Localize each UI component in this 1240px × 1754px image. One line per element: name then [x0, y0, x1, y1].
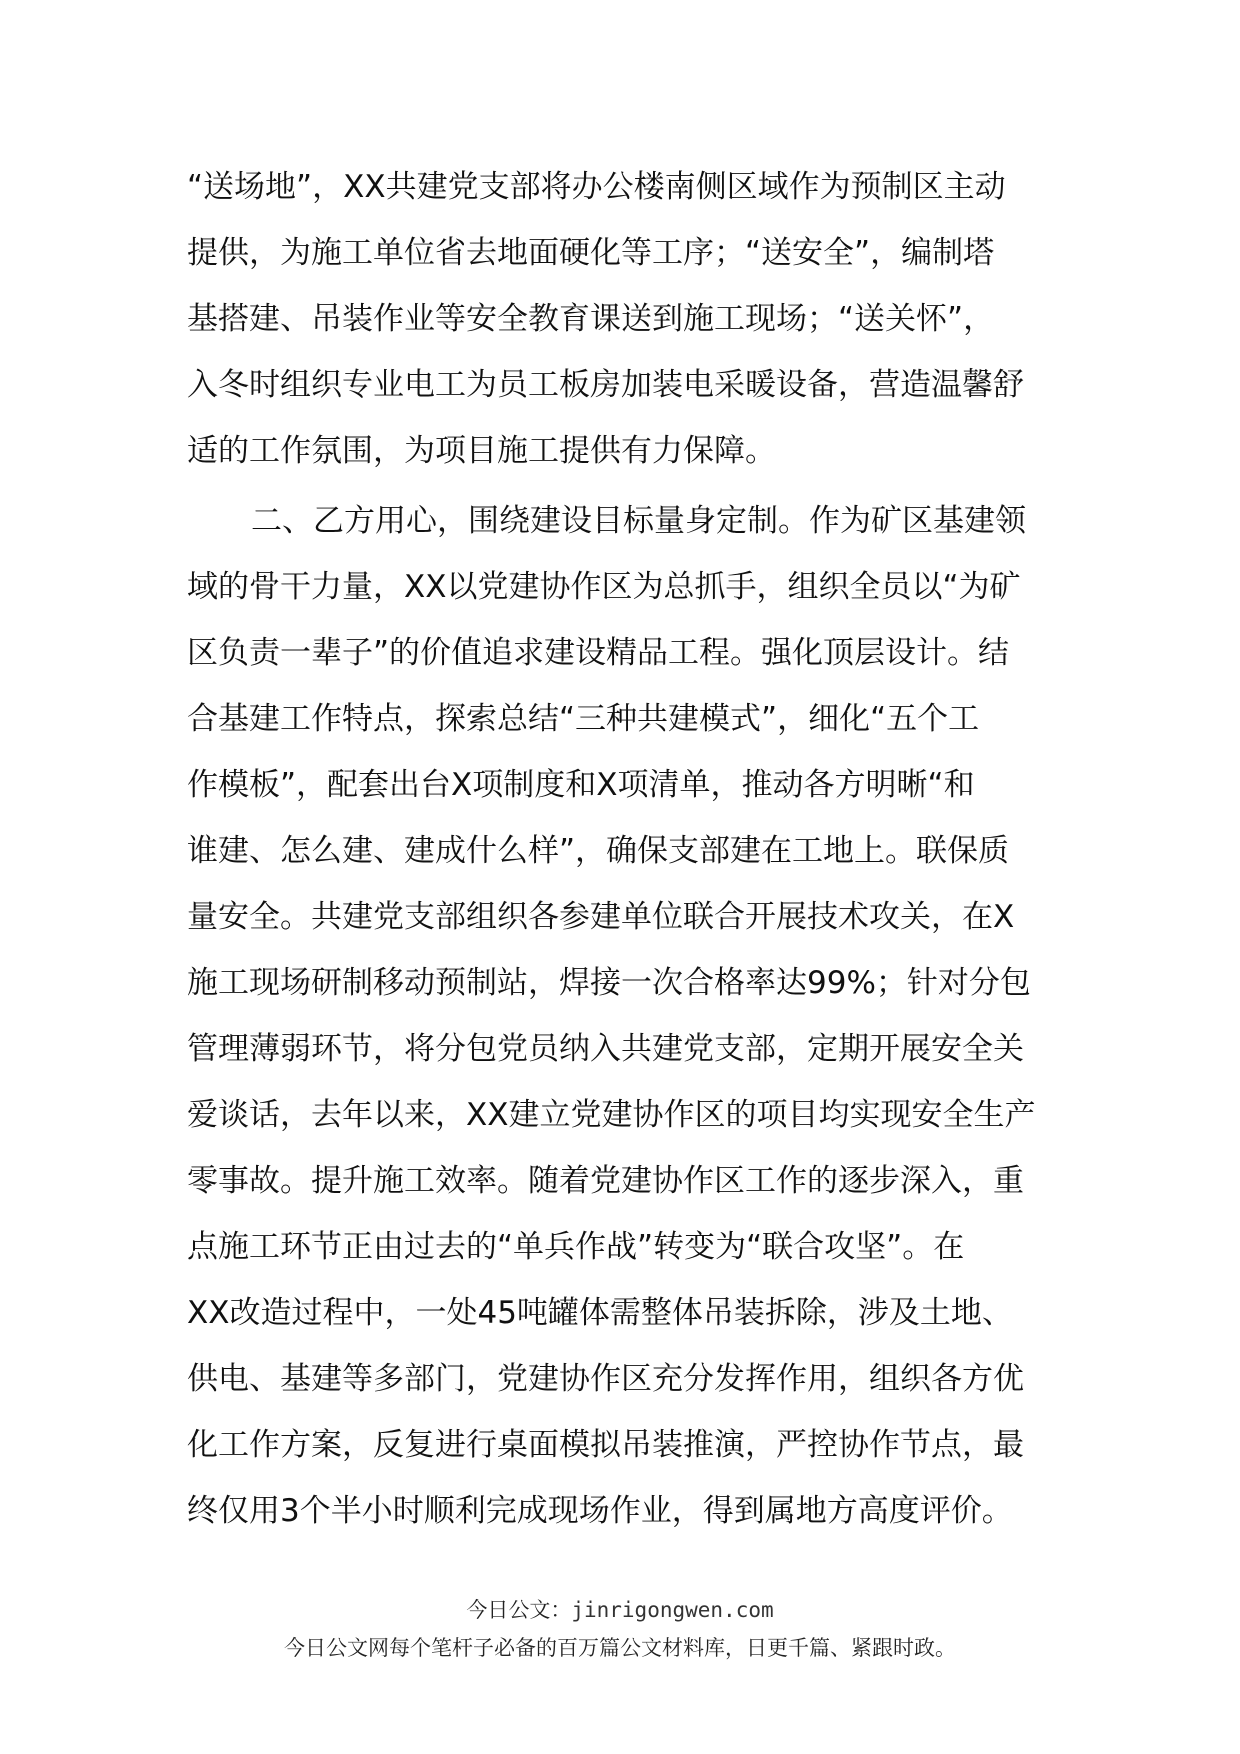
footer-site-line — [0, 1595, 1240, 1625]
text-line: 适的工作氛围，为项目施工提供有力保障。 — [187, 433, 776, 469]
text-line: 合基建工作特点，探索总结“三种共建模式”，细化“五个工 — [187, 701, 980, 737]
footer-site-label: 今日公文： — [466, 1598, 572, 1622]
text-line: 终仅用3个半小时顺利完成现场作业，得到属地方高度评价。 — [187, 1493, 1013, 1529]
text-line: 作模板”，配套出台X项制度和X项清单，推动各方明晰“和 — [187, 767, 975, 803]
text-line: 区负责一辈子”的价值追求建设精品工程。强化顶层设计。结 — [187, 635, 1010, 671]
text-line: 基搭建、吊装作业等安全教育课送到施工现场；“送关怀”， — [187, 301, 995, 337]
text-line: “送场地”，XX共建党支部将办公楼南侧区域作为预制区主动 — [187, 169, 1006, 205]
text-line: 管理薄弱环节，将分包党员纳入共建党支部，定期开展安全关 — [187, 1031, 1024, 1067]
text-line: 零事故。提升施工效率。随着党建协作区工作的逐步深入，重 — [187, 1163, 1024, 1199]
text-line: 爱谈话，去年以来，XX建立党建协作区的项目均实现安全生产 — [187, 1097, 1036, 1133]
text-line: XX改造过程中，一处45吨罐体需整体吊装拆除，涉及土地、 — [187, 1295, 1013, 1331]
text-line: 化工作方案，反复进行桌面模拟吊装推演，严控协作节点，最 — [187, 1427, 1024, 1463]
text-line: 施工现场研制移动预制站，焊接一次合格率达99%；针对分包 — [187, 965, 1031, 1001]
text-line: 提供，为施工单位省去地面硬化等工序；“送安全”，编制塔 — [187, 235, 995, 271]
footer-site-url-link[interactable]: jinrigongwen.com — [571, 1598, 774, 1622]
document-body — [187, 154, 1057, 1544]
text-line: 谁建、怎么建、建成什么样”，确保支部建在工地上。联保质 — [187, 833, 1010, 869]
section-heading-line: 二、乙方用心，围绕建设目标量身定制。作为矿区基建领 — [251, 503, 1026, 539]
footer-tagline: 今日公文网每个笔杆子必备的百万篇公文材料库，日更千篇、紧跟时政。 — [284, 1636, 956, 1660]
text-line: 供电、基建等多部门，党建协作区充分发挥作用，组织各方优 — [187, 1361, 1024, 1397]
text-line: 域的骨干力量，XX以党建协作区为总抓手，组织全员以“为矿 — [187, 569, 1021, 605]
text-line: 点施工环节正由过去的“单兵作战”转变为“联合攻坚”。在 — [187, 1229, 965, 1265]
text-line: 量安全。共建党支部组织各参建单位联合开展技术攻关，在X — [187, 899, 1015, 935]
text-line: 入冬时组织专业电工为员工板房加装电采暖设备，营造温馨舒 — [187, 367, 1024, 403]
